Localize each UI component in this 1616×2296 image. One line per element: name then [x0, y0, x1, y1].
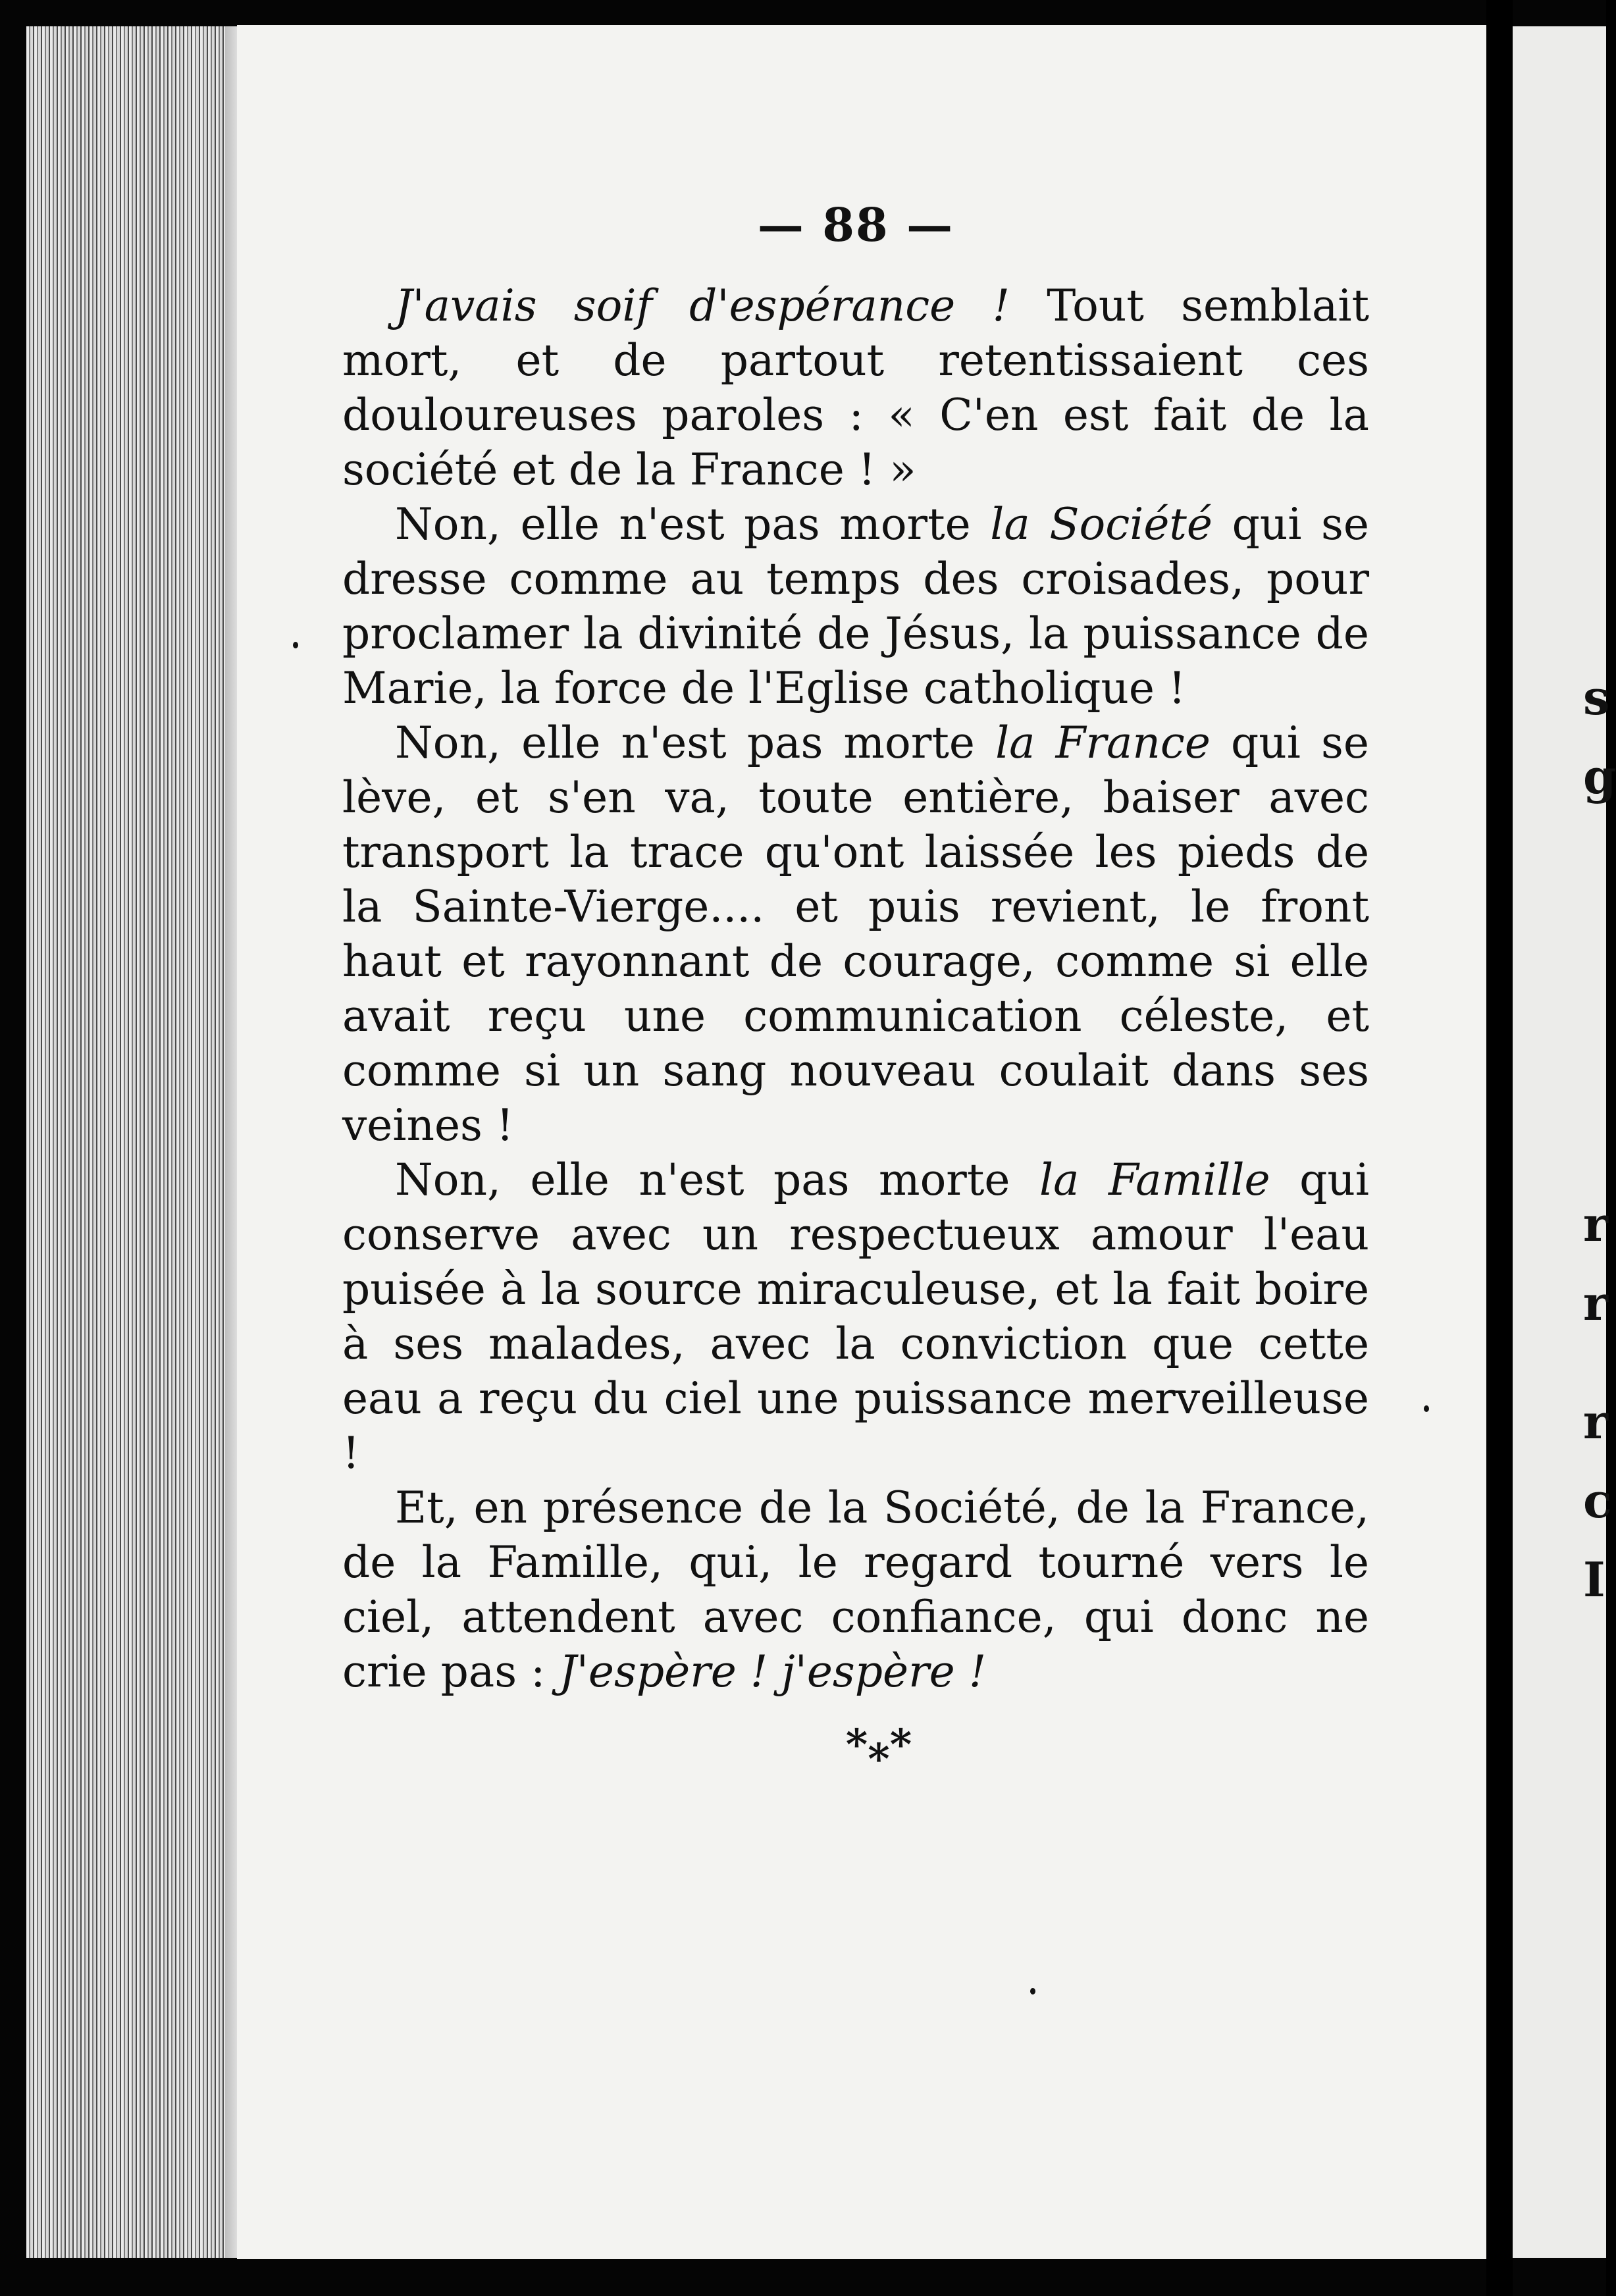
adjacent-letter: c: [1583, 1473, 1612, 1528]
paragraph-text: qui se dresse comme au temps des croisades, pour proclamer la divinité de Jésus, la puissance de Marie, la force de l'Eglise catholique !: [342, 499, 1369, 714]
adjacent-page-letters: [1583, 658, 1616, 1619]
italic-term: la France: [995, 718, 1211, 768]
asterisk-icon: *: [889, 1720, 912, 1769]
italic-term: la Famille: [1039, 1155, 1270, 1205]
print-speck: [1030, 1988, 1035, 1995]
adjacent-letter: r: [1583, 1196, 1608, 1252]
print-speck: [1424, 1405, 1429, 1412]
book-page-edges: [26, 26, 244, 2258]
paragraph-1: [342, 278, 1369, 497]
paragraph-text: qui se lève, et s'en va, toute entière, baiser avec transport la trace qu'ont laissée les pieds de la Sainte-Vierge.... et puis revient, le front haut et rayonnant de courage, comme si elle avait reçu une communication céleste, et comme si un sang nouveau coulait dans ses veines !: [342, 718, 1369, 1151]
paragraph-text: Et, en présence de la Société, de la France, de la Famille, qui, le regard tourné vers le ciel, attendent avec confiance, qui donc ne crie pas :: [342, 1482, 1369, 1697]
paragraph-lead: Non, elle n'est pas morte: [395, 718, 996, 768]
adjacent-letter: g: [1583, 748, 1616, 804]
asterism-ornament: [388, 1720, 1369, 1784]
asterisk-icon: *: [868, 1735, 890, 1784]
asterisk-icon: *: [845, 1720, 868, 1769]
paragraph-lead: Non, elle n'est pas morte: [395, 499, 991, 550]
adjacent-letter: r: [1583, 1275, 1608, 1331]
paragraph-4: [342, 1153, 1369, 1480]
paragraph-3: [342, 716, 1369, 1153]
paragraph-5: [342, 1480, 1369, 1699]
adjacent-letter: r: [1583, 1394, 1608, 1449]
italic-term: la Société: [990, 499, 1212, 550]
page-text-block: [342, 197, 1369, 1784]
paragraph-lead: Non, elle n'est pas morte: [395, 1155, 1039, 1205]
adjacent-letter: s: [1583, 669, 1610, 725]
gutter-shadow: [1486, 0, 1513, 2296]
adjacent-letter: I: [1583, 1552, 1605, 1607]
paragraph-2: [342, 497, 1369, 716]
print-speck: [293, 642, 298, 648]
italic-tail: J'espère ! j'espère !: [559, 1646, 987, 1697]
italic-lead: J'avais soif d'espérance !: [395, 280, 1010, 331]
page-number: — 88 —: [757, 197, 954, 252]
paragraph-text: Tout semblait mort, et de partout retentissaient ces douloureuses paroles : « C'en est fait de la société et de la France ! »: [342, 280, 1369, 495]
paragraph-text: qui conserve avec un respectueux amour l'eau puisée à la source miraculeuse, et la fait boire à ses malades, avec la conviction que cette eau a reçu du ciel une puissance merveilleuse !: [342, 1155, 1369, 1478]
